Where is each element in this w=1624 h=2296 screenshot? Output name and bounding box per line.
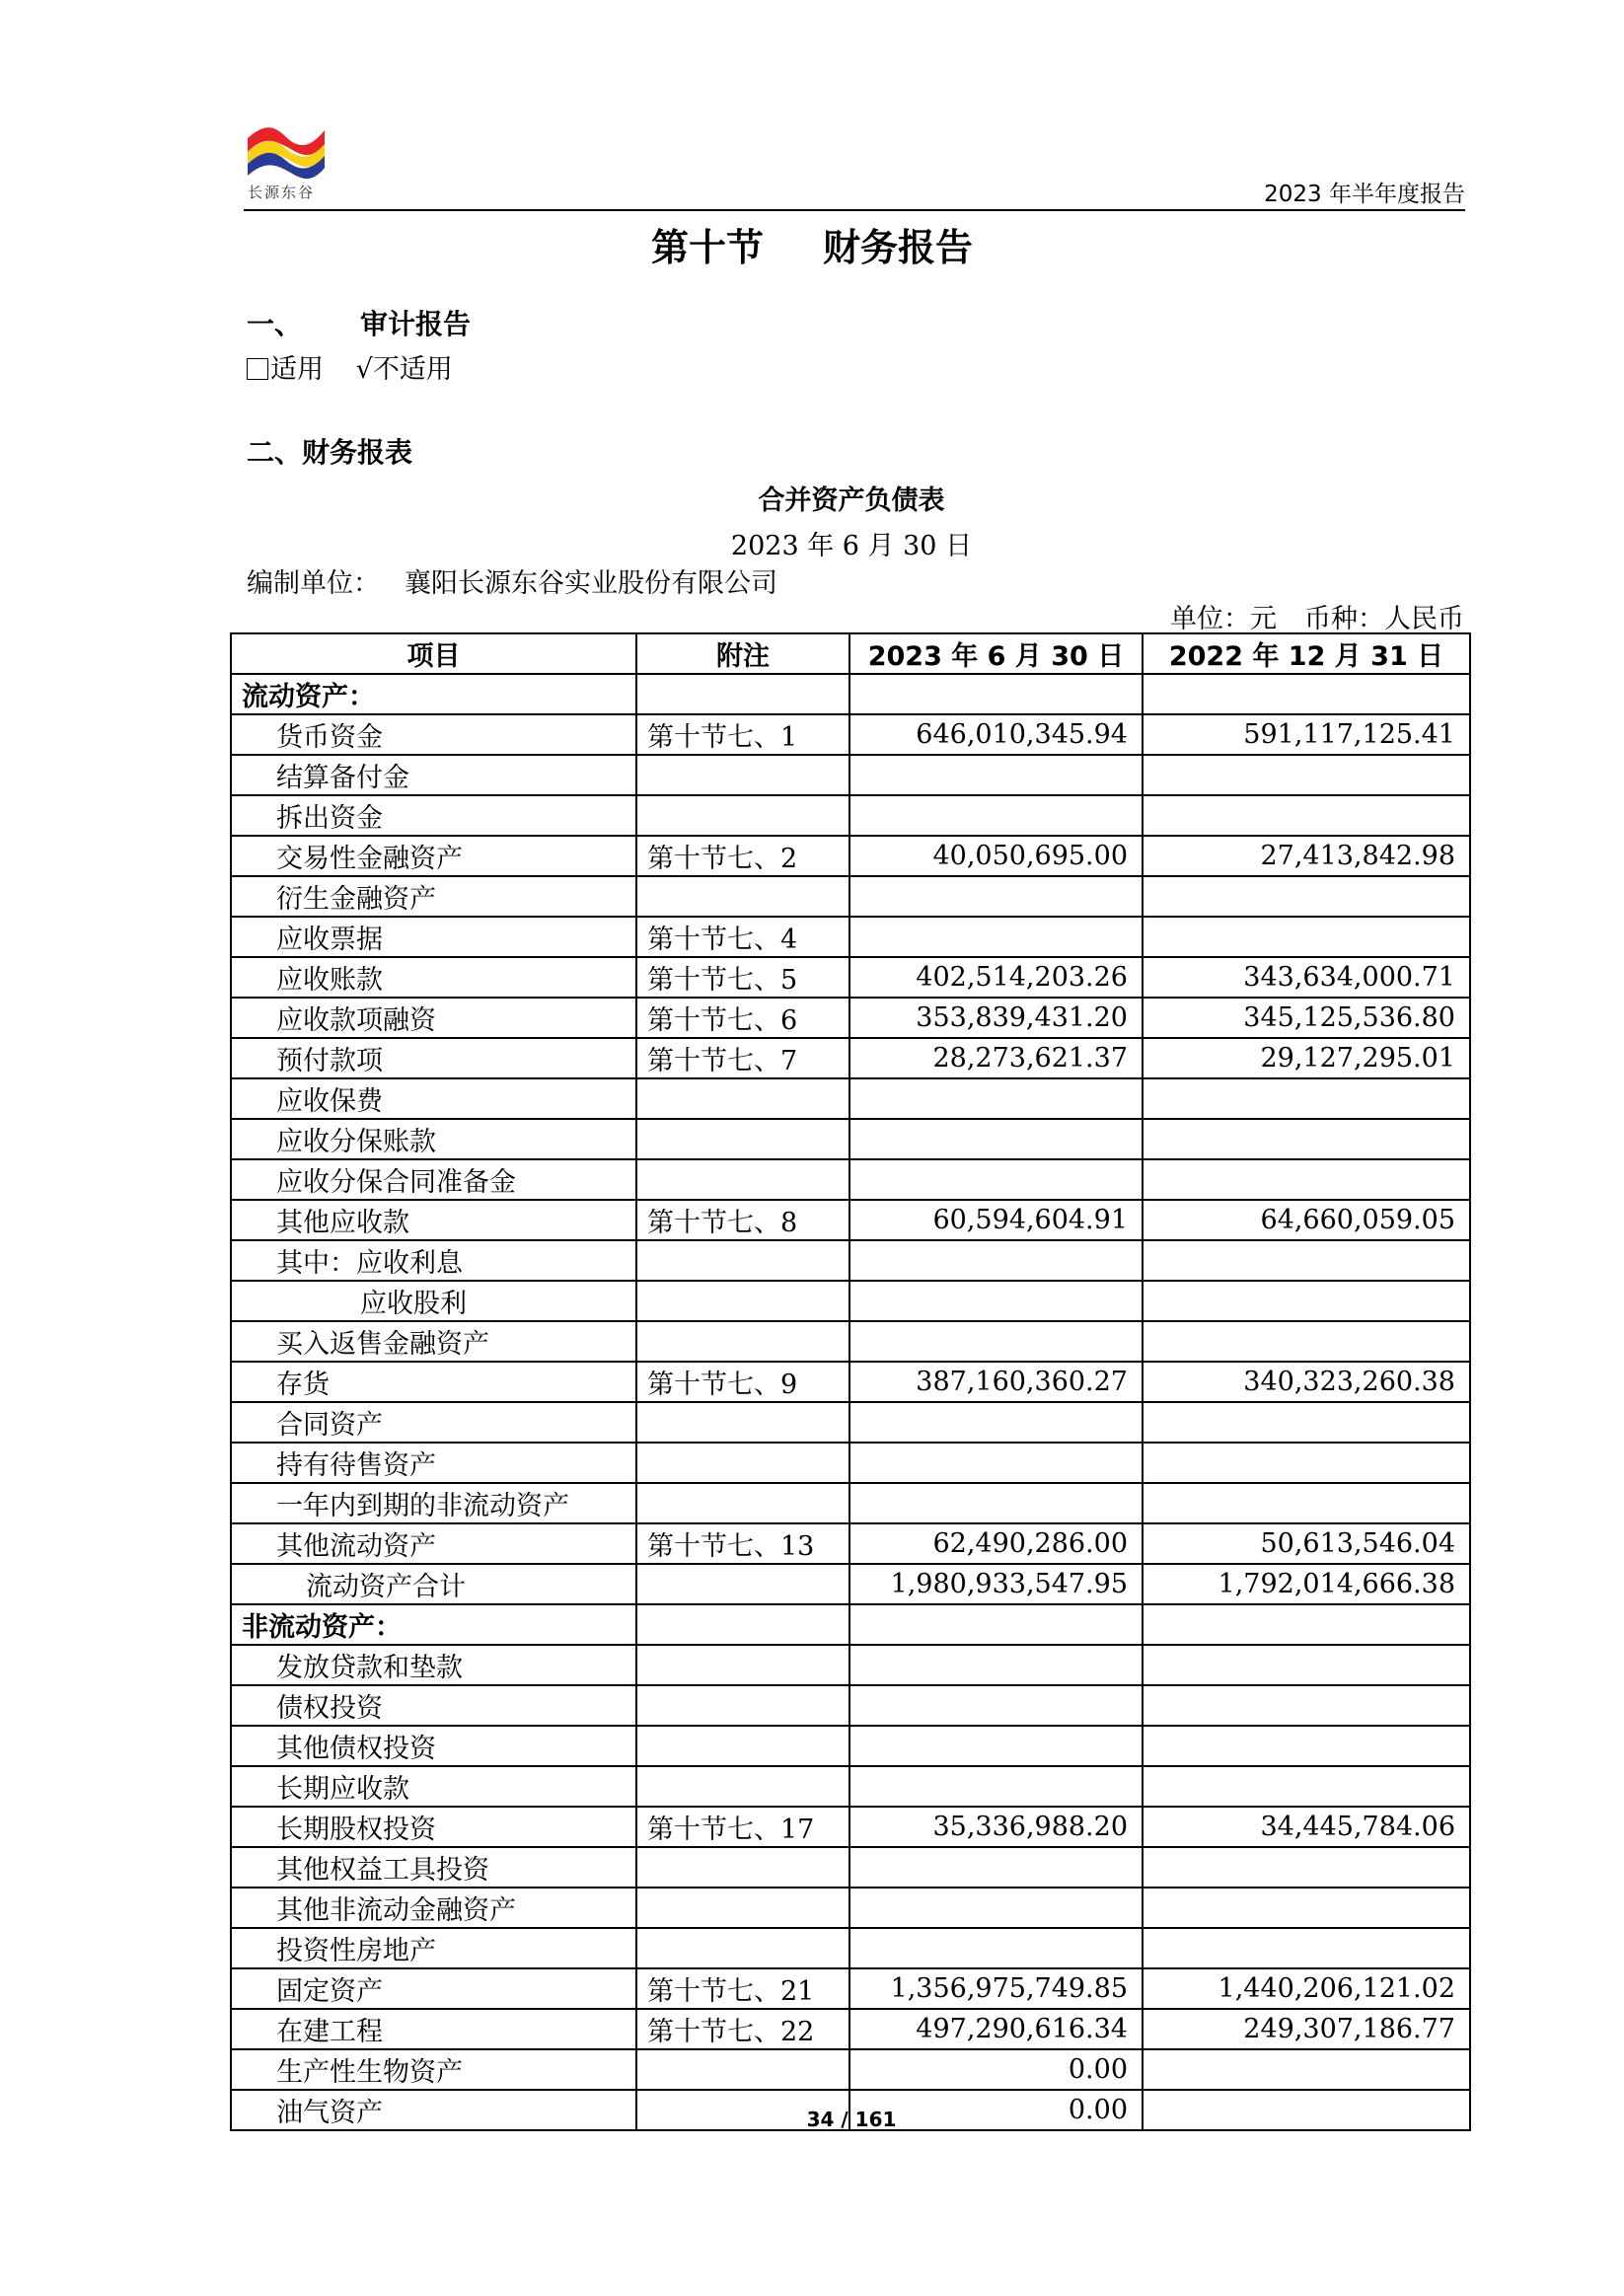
item-cell: 一年内到期的非流动资产 [231, 1483, 636, 1523]
table-row [231, 1443, 1470, 1483]
table-row [231, 1240, 1470, 1281]
prior-value-cell [1143, 755, 1470, 795]
audit-heading-title: 审计报告 [360, 308, 472, 340]
item-cell: 应收票据 [231, 917, 636, 957]
balance-sheet-table [230, 632, 1471, 2131]
note-cell [636, 1847, 849, 1888]
unit-currency [1170, 597, 1464, 635]
prior-value-cell: 1,440,206,121.02 [1143, 1968, 1470, 2009]
table-row [231, 1523, 1470, 1564]
table-row [231, 836, 1470, 876]
table-row [231, 1968, 1470, 2009]
table-row [231, 1564, 1470, 1604]
prior-value-cell: 345,125,536.80 [1143, 998, 1470, 1038]
note-cell [636, 755, 849, 795]
section-number: 第十节 [650, 226, 764, 269]
prior-value-cell: 64,660,059.05 [1143, 1200, 1470, 1240]
current-value-cell [849, 1766, 1143, 1807]
note-cell [636, 1483, 849, 1523]
current-value-cell: 40,050,695.00 [849, 836, 1143, 876]
prior-value-cell [1143, 1321, 1470, 1362]
table-row [231, 2009, 1470, 2049]
prior-value-cell: 343,634,000.71 [1143, 957, 1470, 998]
prior-value-cell [1143, 2049, 1470, 2090]
not-applicable-label: 不适用 [372, 354, 453, 385]
table-row [231, 1483, 1470, 1523]
current-value-cell [849, 1240, 1143, 1281]
note-cell: 第十节七、4 [636, 917, 849, 957]
note-cell: 第十节七、7 [636, 1038, 849, 1078]
prior-value-cell: 591,117,125.41 [1143, 714, 1470, 755]
current-value-cell: 387,160,360.27 [849, 1362, 1143, 1402]
note-cell [636, 1726, 849, 1766]
prior-value-cell [1143, 795, 1470, 836]
current-value-cell: 497,290,616.34 [849, 2009, 1143, 2049]
note-cell [636, 1281, 849, 1321]
currency-label: 币种：人民币 [1304, 604, 1464, 634]
table-row [231, 957, 1470, 998]
current-value-cell [849, 795, 1143, 836]
prior-value-cell [1143, 1240, 1470, 1281]
prior-value-cell [1143, 1928, 1470, 1968]
applicable-label: 适用 [270, 354, 324, 385]
current-value-cell: 35,336,988.20 [849, 1807, 1143, 1847]
prior-value-cell [1143, 1847, 1470, 1888]
note-cell: 第十节七、9 [636, 1362, 849, 1402]
prior-value-cell: 34,445,784.06 [1143, 1807, 1470, 1847]
preparing-unit-label: 编制单位： [247, 568, 380, 599]
table-row [231, 1038, 1470, 1078]
page-number: 34 / 161 [806, 2108, 897, 2131]
table-row [231, 795, 1470, 836]
note-cell [636, 1645, 849, 1685]
table-row [231, 1604, 1470, 1645]
item-cell: 长期应收款 [231, 1766, 636, 1807]
prior-value-cell [1143, 1078, 1470, 1119]
note-cell [636, 1766, 849, 1807]
prior-value-cell [1143, 917, 1470, 957]
column-header: 2022 年 12 月 31 日 [1143, 633, 1470, 674]
table-row [231, 1200, 1470, 1240]
item-cell: 应收账款 [231, 957, 636, 998]
current-value-cell [849, 1443, 1143, 1483]
note-cell [636, 1888, 849, 1928]
note-cell [636, 2049, 849, 2090]
note-cell [636, 674, 849, 714]
table-title: 合并资产负债表 [758, 485, 945, 516]
prior-value-cell [1143, 1483, 1470, 1523]
current-value-cell [849, 1645, 1143, 1685]
table-row [231, 1119, 1470, 1159]
current-value-cell [849, 1119, 1143, 1159]
prior-value-cell [1143, 1119, 1470, 1159]
item-cell: 预付款项 [231, 1038, 636, 1078]
table-row [231, 1726, 1470, 1766]
item-cell: 持有待售资产 [231, 1443, 636, 1483]
item-cell: 交易性金融资产 [231, 836, 636, 876]
current-value-cell [849, 1402, 1143, 1443]
table-row [231, 755, 1470, 795]
current-value-cell: 1,356,975,749.85 [849, 1968, 1143, 2009]
item-cell: 应收股利 [231, 1281, 636, 1321]
table-row [231, 917, 1470, 957]
current-value-cell [849, 1281, 1143, 1321]
table-row [231, 1078, 1470, 1119]
prior-value-cell [1143, 1685, 1470, 1726]
item-cell: 流动资产合计 [231, 1564, 636, 1604]
preparing-unit-name: 襄阳长源东谷实业股份有限公司 [405, 568, 777, 599]
item-cell: 长期股权投资 [231, 1807, 636, 1847]
item-cell: 存货 [231, 1362, 636, 1402]
audit-heading [247, 303, 471, 342]
prior-value-cell: 1,792,014,666.38 [1143, 1564, 1470, 1604]
preparing-unit [247, 561, 777, 600]
note-cell: 第十节七、2 [636, 836, 849, 876]
current-value-cell: 0.00 [849, 2049, 1143, 2090]
table-row [231, 1766, 1470, 1807]
current-value-cell: 28,273,621.37 [849, 1038, 1143, 1078]
report-title: 2023 年半年度报告 [1264, 182, 1465, 207]
item-cell: 结算备付金 [231, 755, 636, 795]
current-value-cell [849, 1321, 1143, 1362]
item-cell: 拆出资金 [231, 795, 636, 836]
table-row [231, 1402, 1470, 1443]
note-cell [636, 1685, 849, 1726]
prior-value-cell [1143, 1645, 1470, 1685]
current-value-cell [849, 1078, 1143, 1119]
note-cell [636, 1240, 849, 1281]
current-value-cell [849, 917, 1143, 957]
prior-value-cell: 29,127,295.01 [1143, 1038, 1470, 1078]
current-value-cell [849, 1726, 1143, 1766]
current-value-cell [849, 1159, 1143, 1200]
table-row [231, 1159, 1470, 1200]
item-cell: 其他流动资产 [231, 1523, 636, 1564]
applicability-line [247, 347, 453, 386]
note-cell: 第十节七、22 [636, 2009, 849, 2049]
prior-value-cell [1143, 1766, 1470, 1807]
note-cell [636, 876, 849, 917]
current-value-cell: 62,490,286.00 [849, 1523, 1143, 1564]
table-row [231, 998, 1470, 1038]
item-cell: 其他权益工具投资 [231, 1847, 636, 1888]
table-row [231, 1807, 1470, 1847]
item-cell: 其他应收款 [231, 1200, 636, 1240]
check-mark-icon: √ [355, 354, 373, 385]
prior-value-cell [1143, 1604, 1470, 1645]
prior-value-cell [1143, 1159, 1470, 1200]
note-cell [636, 795, 849, 836]
note-cell [636, 1604, 849, 1645]
column-header: 项目 [231, 633, 636, 674]
current-value-cell [849, 1847, 1143, 1888]
item-cell: 其他非流动金融资产 [231, 1888, 636, 1928]
note-cell [636, 1119, 849, 1159]
prior-value-cell: 340,323,260.38 [1143, 1362, 1470, 1402]
current-value-cell: 1,980,933,547.95 [849, 1564, 1143, 1604]
item-cell: 应收分保合同准备金 [231, 1159, 636, 1200]
table-row [231, 1888, 1470, 1928]
prior-value-cell [1143, 674, 1470, 714]
table-row [231, 1645, 1470, 1685]
current-value-cell: 0.00 [849, 2090, 1143, 2130]
table-row [231, 1847, 1470, 1888]
note-cell [636, 1402, 849, 1443]
current-value-cell [849, 1483, 1143, 1523]
prior-value-cell [1143, 1726, 1470, 1766]
prior-value-cell [1143, 1443, 1470, 1483]
current-value-cell [849, 876, 1143, 917]
item-cell: 发放贷款和垫款 [231, 1645, 636, 1685]
table-row [231, 1362, 1470, 1402]
table-row [231, 1928, 1470, 1968]
item-cell: 应收保费 [231, 1078, 636, 1119]
header-rule [244, 209, 1465, 211]
section-title [0, 217, 1624, 271]
note-cell: 第十节七、8 [636, 1200, 849, 1240]
current-value-cell [849, 1888, 1143, 1928]
item-cell: 合同资产 [231, 1402, 636, 1443]
table-row [231, 1281, 1470, 1321]
table-row [231, 1321, 1470, 1362]
column-header: 2023 年 6 月 30 日 [849, 633, 1143, 674]
section-name: 财务报告 [823, 226, 974, 269]
note-cell: 第十节七、13 [636, 1523, 849, 1564]
audit-heading-number: 一、 [247, 308, 303, 340]
item-cell: 投资性房地产 [231, 1928, 636, 1968]
prior-value-cell [1143, 876, 1470, 917]
category-cell: 非流动资产： [231, 1604, 636, 1645]
table-row [231, 1685, 1470, 1726]
note-cell [636, 1928, 849, 1968]
item-cell: 油气资产 [231, 2090, 636, 2130]
page-header [244, 116, 1465, 211]
column-header: 附注 [636, 633, 849, 674]
item-cell: 在建工程 [231, 2009, 636, 2049]
item-cell: 其他债权投资 [231, 1726, 636, 1766]
note-cell [636, 1159, 849, 1200]
unit-label: 单位：元 [1170, 604, 1277, 634]
prior-value-cell: 27,413,842.98 [1143, 836, 1470, 876]
item-cell: 固定资产 [231, 1968, 636, 2009]
table-date: 2023 年 6 月 30 日 [730, 531, 973, 561]
prior-value-cell [1143, 1888, 1470, 1928]
item-cell: 其中：应收利息 [231, 1240, 636, 1281]
note-cell: 第十节七、5 [636, 957, 849, 998]
note-cell [636, 1078, 849, 1119]
table-header-row [231, 633, 1470, 674]
prior-value-cell [1143, 1281, 1470, 1321]
note-cell [636, 1564, 849, 1604]
item-cell: 债权投资 [231, 1685, 636, 1726]
item-cell: 衍生金融资产 [231, 876, 636, 917]
current-value-cell: 60,594,604.91 [849, 1200, 1143, 1240]
prior-value-cell: 249,307,186.77 [1143, 2009, 1470, 2049]
table-row [231, 2049, 1470, 2090]
logo-text: 长源东谷 [248, 184, 316, 201]
note-cell: 第十节七、17 [636, 1807, 849, 1847]
note-cell: 第十节七、6 [636, 998, 849, 1038]
table-row [231, 714, 1470, 755]
current-value-cell [849, 1928, 1143, 1968]
note-cell [636, 1443, 849, 1483]
item-cell: 货币资金 [231, 714, 636, 755]
current-value-cell [849, 1604, 1143, 1645]
category-cell: 流动资产： [231, 674, 636, 714]
table-row [231, 876, 1470, 917]
current-value-cell [849, 755, 1143, 795]
statements-heading: 二、财务报表 [247, 436, 413, 469]
item-cell: 应收款项融资 [231, 998, 636, 1038]
item-cell: 生产性生物资产 [231, 2049, 636, 2090]
current-value-cell: 402,514,203.26 [849, 957, 1143, 998]
item-cell: 买入返售金融资产 [231, 1321, 636, 1362]
unchecked-box-icon [247, 358, 268, 380]
current-value-cell: 353,839,431.20 [849, 998, 1143, 1038]
note-cell: 第十节七、21 [636, 1968, 849, 2009]
current-value-cell [849, 1685, 1143, 1726]
current-value-cell [849, 674, 1143, 714]
prior-value-cell: 50,613,546.04 [1143, 1523, 1470, 1564]
current-value-cell: 646,010,345.94 [849, 714, 1143, 755]
prior-value-cell [1143, 1402, 1470, 1443]
table-row [231, 674, 1470, 714]
item-cell: 应收分保账款 [231, 1119, 636, 1159]
note-cell: 第十节七、1 [636, 714, 849, 755]
note-cell [636, 1321, 849, 1362]
